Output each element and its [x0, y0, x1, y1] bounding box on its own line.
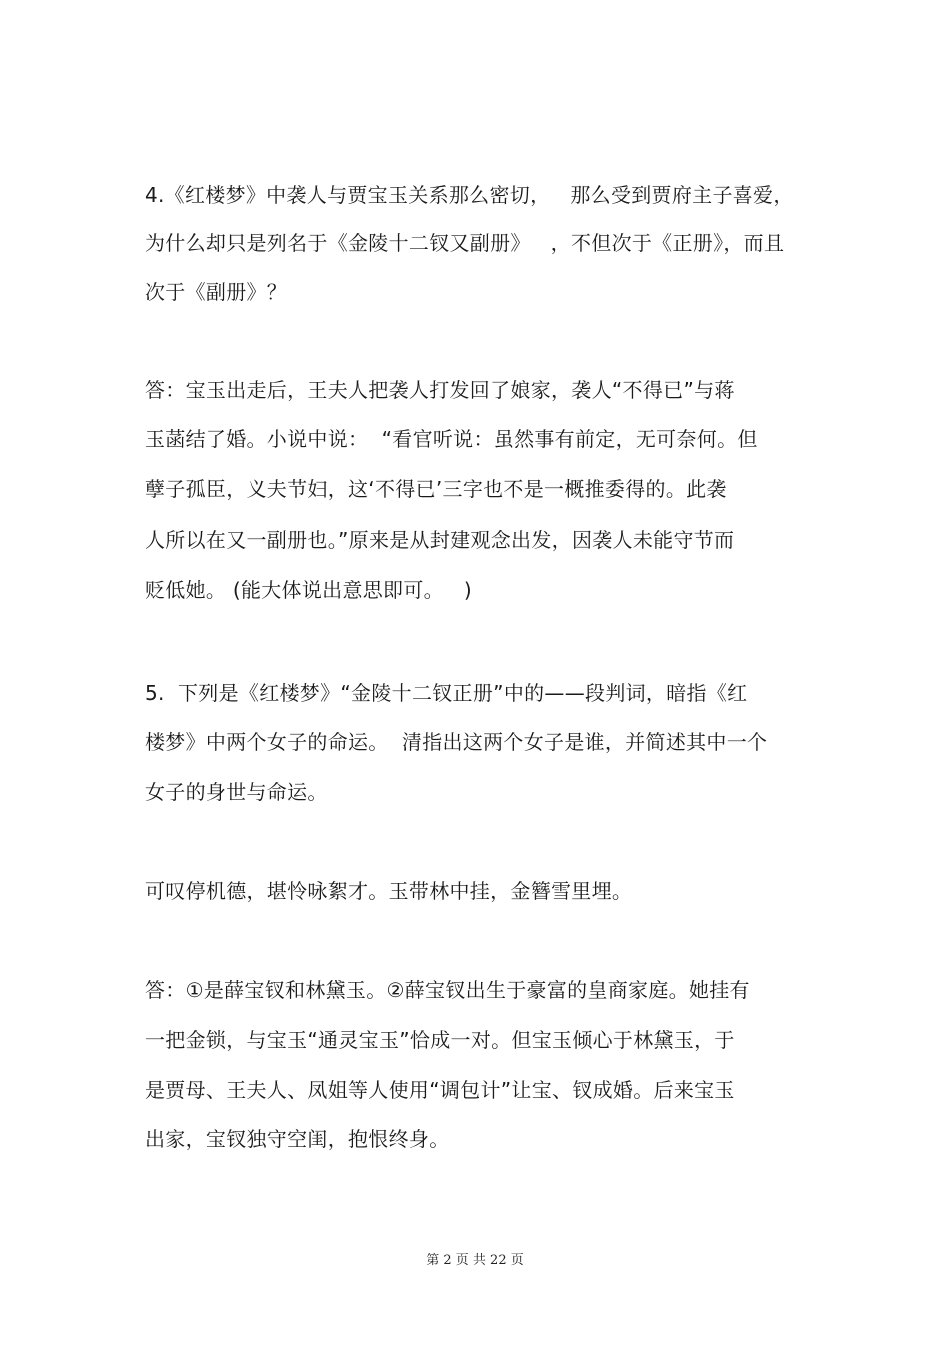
paragraph-line: 是贾母、王夫人、凤姐等人使用“调包计”让宝、钗成婚。后来宝玉	[145, 1078, 735, 1102]
paragraph-line: 5. 下列是《红楼梦》“金陵十二钗正册”中的——段判词，暗指《红	[145, 681, 748, 705]
paragraph-line: 答：①是薛宝钗和林黛玉。②薛宝钗出生于豪富的皇商家庭。她挂有	[145, 978, 750, 1002]
paragraph-line: 4.《红楼梦》中袭人与贾宝玉关系那么密切， 那么受到贾府主子喜爱，	[145, 183, 794, 207]
paragraph-line: 孽子孤臣，义夫节妇，这‘不得已’三字也不是一概推委得的。此袭	[145, 477, 727, 501]
paragraph-line: 次于《副册》？	[145, 280, 288, 304]
page-number: 第 2 页 共 22 页	[426, 1253, 524, 1268]
paragraph-line: 人所以在又一副册也。”原来是从封建观念出发，因袭人未能守节而	[145, 528, 735, 552]
paragraph-line: 出家，宝钗独守空闺，抱恨终身。	[145, 1127, 450, 1151]
paragraph-line: 答：宝玉出走后，王夫人把袭人打发回了娘家，袭人“不得已”与蒋	[145, 378, 735, 402]
paragraph-line: 一把金锁，与宝玉“通灵宝玉”恰成一对。但宝玉倾心于林黛玉，于	[145, 1028, 735, 1052]
paragraph-line: 楼梦》中两个女子的命运。 清指出这两个女子是谁，并简述其中一个	[145, 730, 768, 754]
paragraph-line: 为什么却只是列名于《金陵十二钗又副册》 ，不但次于《正册》，而且	[145, 231, 785, 255]
poem-verse: 可叹停机德，堪怜咏絮才。玉带林中挂，金簪雪里埋。	[145, 879, 633, 903]
paragraph-line: 玉菡结了婚。小说中说： “看官听说：虽然事有前定，无可奈何。但	[145, 427, 758, 451]
paragraph-line: 女子的身世与命运。	[145, 780, 328, 804]
paragraph-line: 贬低她。 (能大体说出意思即可。 )	[145, 578, 473, 602]
